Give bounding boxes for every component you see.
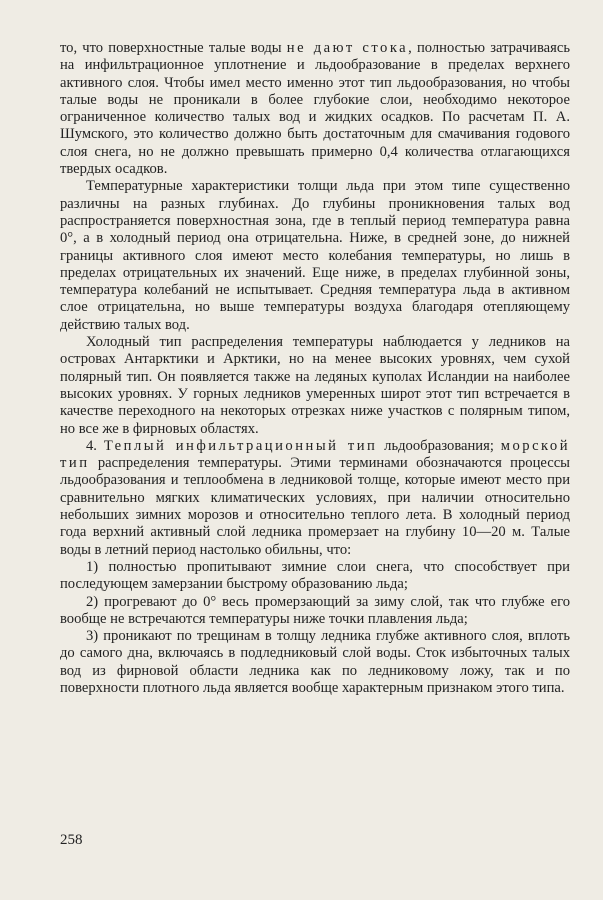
page-text	[60, 40, 570, 697]
text-run: 3) проникают по трещинам в толщу ледника глубже активного слоя, вплоть до самого дна, включаясь в подледниковый слой воды. Сток избыточных талых вод из фирновой области ледника как по ледниковому ложу, так и по поверхности плотного льда является вообще характерным признаком этого типа.	[60, 628, 570, 696]
text-run: 2) прогревают до 0° весь промерзающий за зиму слой, так что глубже его вообще не встречаются температуры ниже точки плавления льда;	[60, 593, 570, 627]
paragraph	[60, 438, 570, 559]
emphasized-text: Теплый инфильтрационный тип	[103, 437, 378, 454]
text-run: распределения температуры. Этими терминами обозначаются процессы льдообразования и теплообмена в ледниковой толще, которые имеют место при сравнительно мягких климатических условиях, при наличии относительно небольших зимних морозов и относительно теплого лета. В холодный период года верхний активный слой ледника промерзает на глубину 10—20 м. Талые воды в летний период настолько обильны, что:	[60, 455, 570, 558]
text-run: то, что поверхностные талые воды	[60, 40, 287, 56]
text-run: льдообразования;	[377, 437, 501, 454]
paragraph	[60, 334, 570, 438]
paragraph	[60, 40, 570, 178]
text-run: 4.	[86, 437, 104, 454]
list-item	[60, 628, 570, 697]
text-run: Холодный тип распределения температуры наблюдается у ледников на островах Антарктики и Арктики, но на менее высоких уровнях, чем сухой полярный тип. Он появляется также на ледяных куполах Исландии на наиболее высоких уровнях. У горных ледников умеренных широт этот тип встречается в качестве переходного на некоторых отрезках ниже участков с полярным типом, но все же в фирновых областях.	[60, 334, 570, 437]
text-run: Температурные характеристики толщи льда при этом типе существенно различны на разных глубинах. До глубины проникновения талых вод распространяется поверхностная зона, где в теплый период температура равна 0°, а в холодный период она отрицательна. Ниже, в средней зоне, до нижней границы активного слоя имеют место колебания температуры, но лишь в пределах отрицательных их значений. Еще ниже, в пределах глубинной зоны, температура колебаний не испытывает. Средняя температура льда в активном слое отрицательна, но выше температуры воздуха благодаря отепляющему действию талых вод.	[60, 178, 570, 333]
paragraph	[60, 178, 570, 334]
page-number: 258	[60, 832, 83, 848]
emphasized-text: морской тип	[60, 437, 571, 472]
text-run: , полностью затрачиваясь на инфильтрационное уплотнение и льдообразование в пределах верхнего активного слоя. Чтобы имел место именно этот тип льдообразования, но чтобы талые воды не проникали в более глубокие слои, необходимо некоторое ограниченное количество талых вод и жидких осадков. По расчетам П. А. Шумского, это количество должно быть достаточным для смачивания годового слоя снега, но не должно превышать примерно 0,4 количества отлагающихся твердых осадков.	[60, 40, 570, 178]
text-run: 1) полностью пропитывают зимние слои снега, что способствует при последующем замерзании быстрому образованию льда;	[60, 558, 570, 593]
emphasized-text: не дают стока	[286, 40, 409, 56]
list-item	[60, 594, 570, 629]
list-item	[60, 559, 570, 594]
